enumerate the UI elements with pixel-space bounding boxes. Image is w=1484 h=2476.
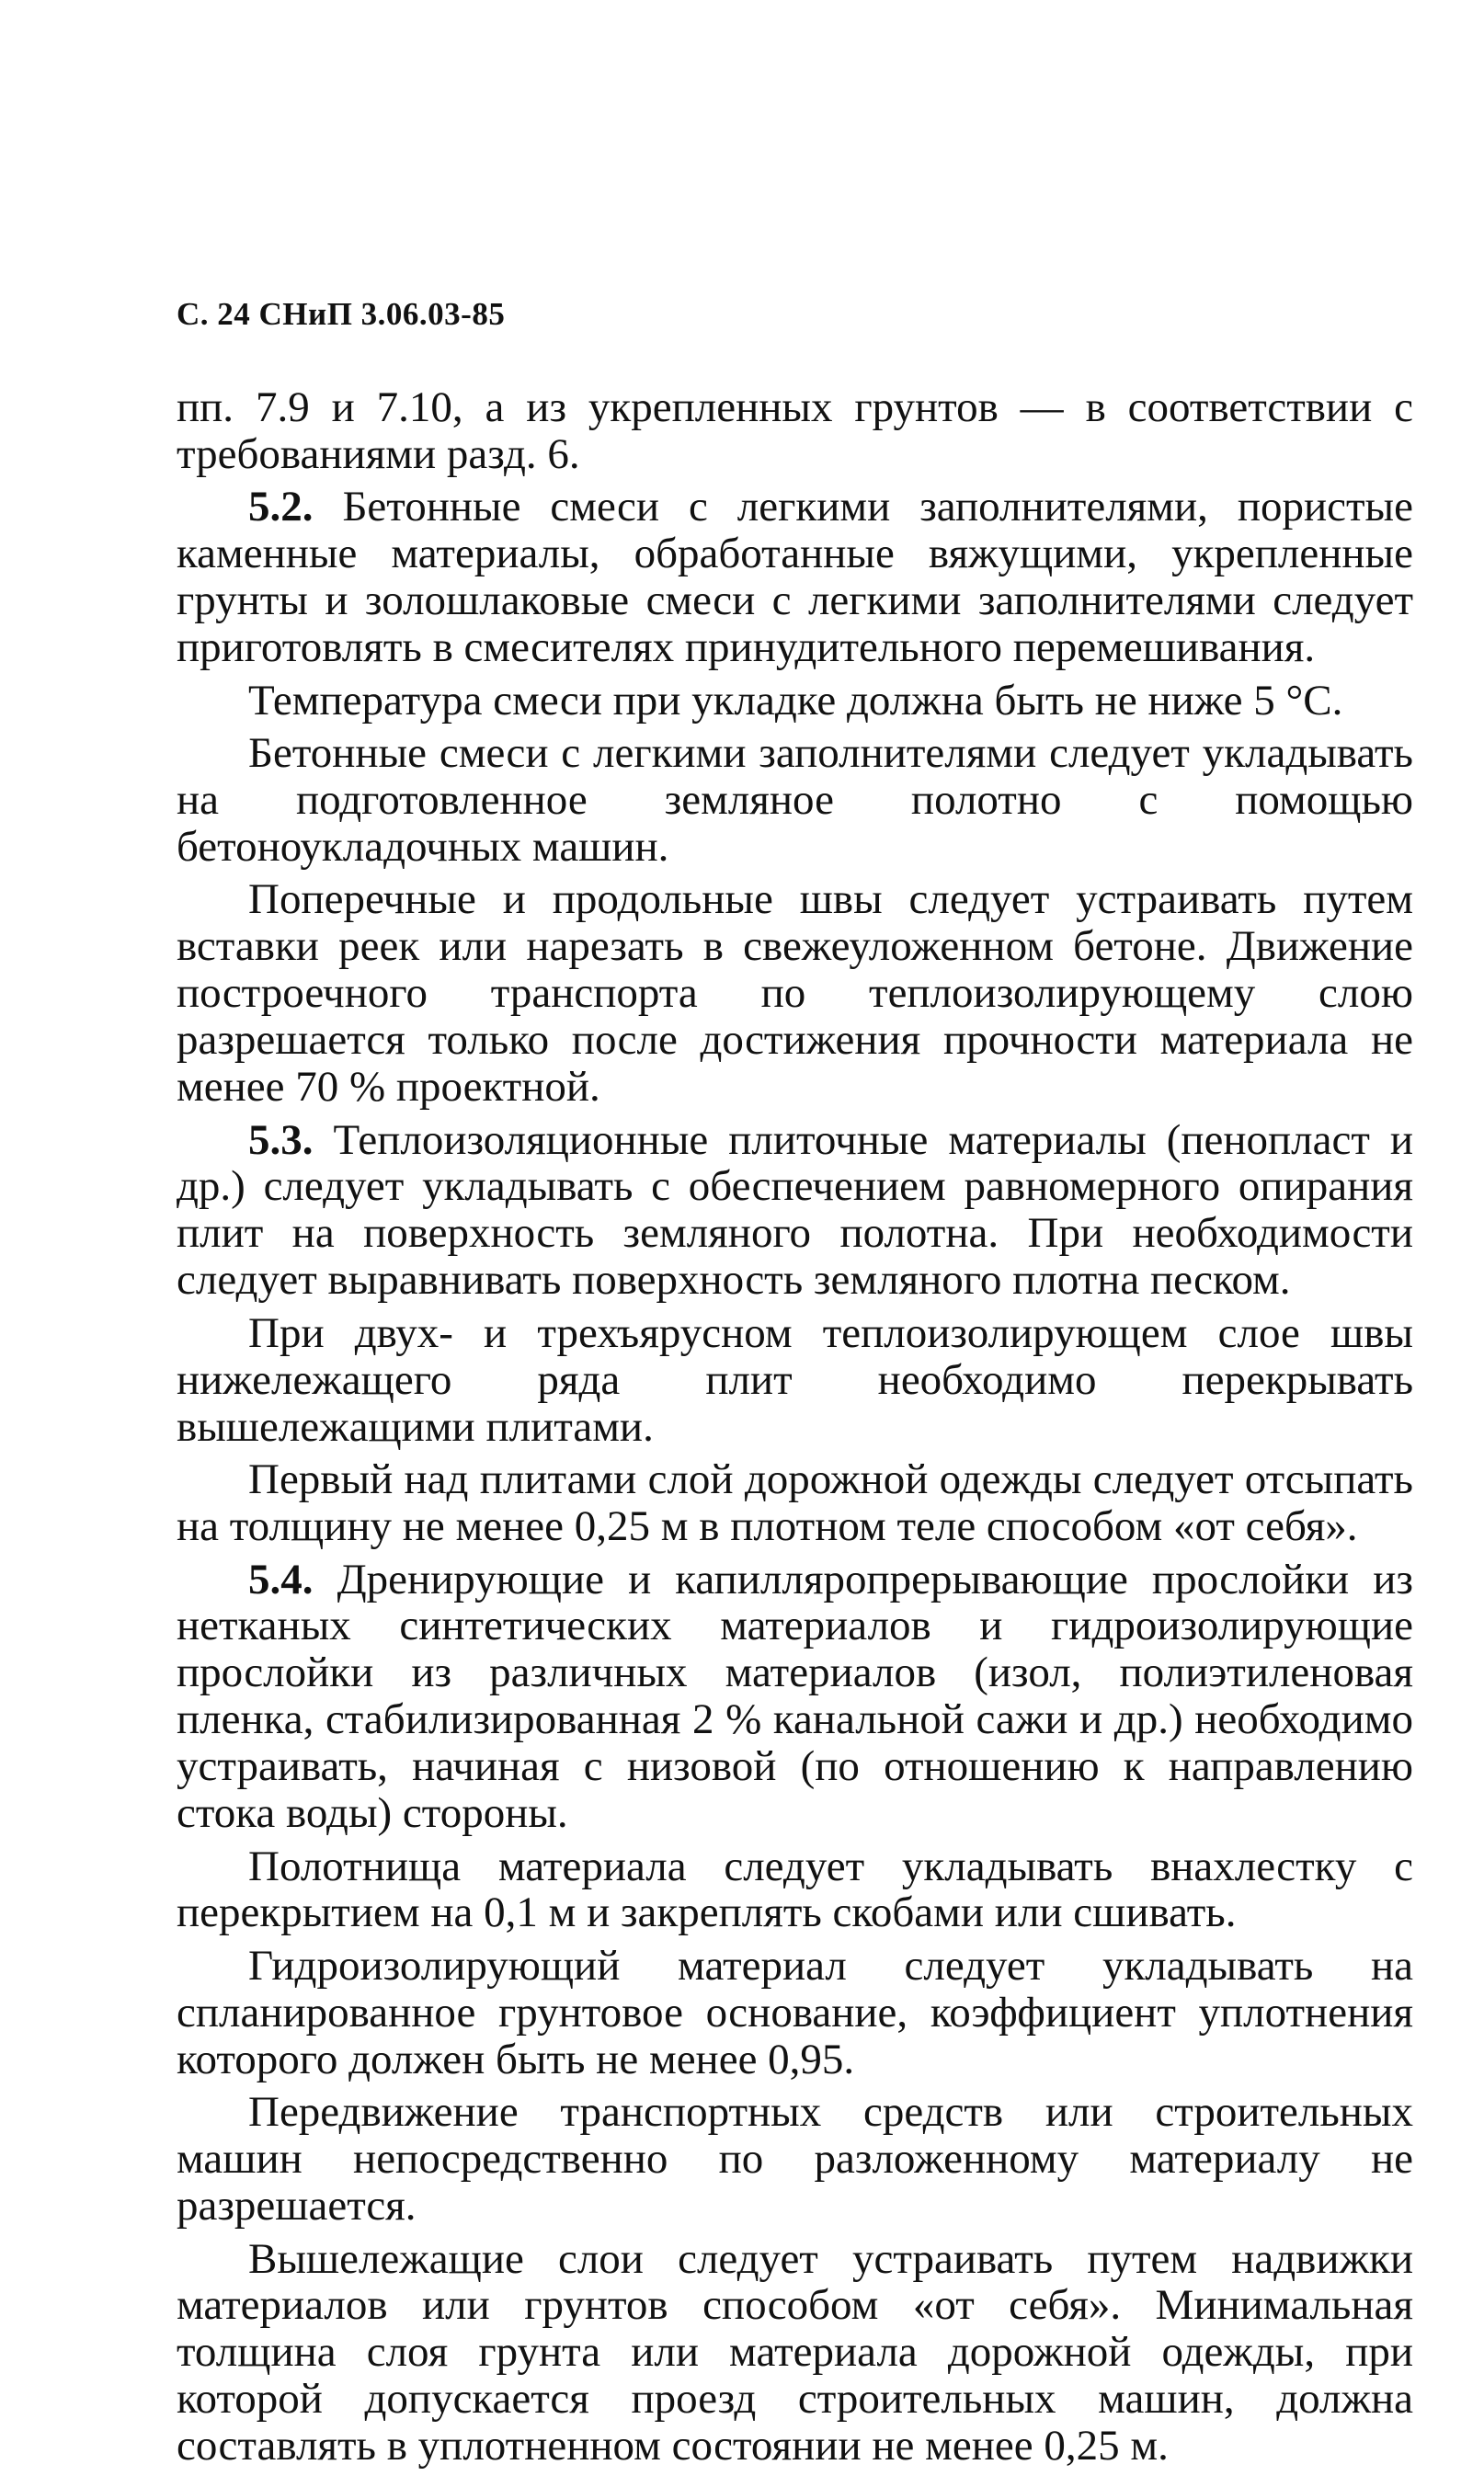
section-number: 5.4. (248, 1555, 314, 1603)
paragraph (177, 1557, 1413, 1837)
paragraph-text: Температура смеси при укладке должна быть не ниже 5 °С. (248, 676, 1343, 725)
paragraph-text: Дренирующие и капилляропрерывающие прослойки из нетканых синтетических материалов и гидроизолирующие прослойки из различных материалов (изол, полиэтиленовая пленка, стабилизированная 2 % канальной сажи и др.) необходимо устраивать, начиная с низовой (по отношению к направлению стока воды) стороны. (177, 1555, 1413, 1838)
paragraph (177, 876, 1413, 1111)
paragraph (177, 1310, 1413, 1451)
paragraph (177, 2236, 1413, 2470)
paragraph (177, 1456, 1413, 1550)
paragraph-text: Вышележащие слои следует устраивать путем надвижки материалов или грунтов способом «от себя». Минимальная толщина слоя грунта или материала дорожной одежды, при которой допускается проезд строительных машин, должна составлять в уплотненном состоянии не менее 0,25 м. (177, 2234, 1413, 2470)
paragraph-text: Бетонные смеси с легкими заполнителями, пористые каменные материалы, обработанные вяжущими, укрепленные грунты и золошлаковые смеси с легкими заполнителями следует приготовлять в смесителях принудительного перемешивания. (177, 483, 1413, 672)
paragraph-text: При двух- и трехъярусном теплоизолирующем слое швы нижележащего ряда плит необходимо перекрывать вышележащими плитами. (177, 1308, 1413, 1451)
paragraph (177, 730, 1413, 871)
paragraph-text: Гидроизолирующий материал следует укладывать на спланированное грунтовое основание, коэффициент уплотнения которого должен быть не менее 0,95. (177, 1941, 1413, 2083)
paragraph (177, 1943, 1413, 2083)
paragraph-text: Поперечные и продольные швы следует устраивать путем вставки реек или нарезать в свежеуложенном бетоне. Движение построечного транспорта по теплоизолирующему слою разрешается только после достижения прочности материала не менее 70 % проектной. (177, 875, 1413, 1112)
paragraph (177, 484, 1413, 671)
paragraph (177, 2089, 1413, 2230)
paragraph-text: пп. 7.9 и 7.10, а из укрепленных грунтов — в соответствии с требованиями разд. 6. (177, 383, 1413, 478)
section-number: 5.2. (248, 483, 314, 531)
paragraph (177, 1117, 1413, 1305)
paragraph-text: Первый над плитами слой дорожной одежды следует отсыпать на толщину не менее 0,25 м в плотном теле способом «от себя». (177, 1455, 1413, 1550)
paragraph-text: Передвижение транспортных средств или строительных машин непосредственно по разложенному материалу не разрешается. (177, 2088, 1413, 2231)
document-body (177, 384, 1413, 2476)
paragraph (177, 678, 1413, 725)
paragraph-text: Теплоизоляционные плиточные материалы (пенопласт и др.) следует укладывать с обеспечением равномерного опирания плит на поверхность земляного полотна. При необходимости следует выравнивать поверхность земляного плотна песком. (177, 1115, 1413, 1305)
paragraph (177, 1843, 1413, 1937)
paragraph-text: Бетонные смеси с легкими заполнителями следует укладывать на подготовленное земляное полотно с помощью бетоноукладочных машин. (177, 729, 1413, 871)
paragraph-text: Полотнища материала следует укладывать внахлестку с перекрытием на 0,1 м и закреплять скобами или сшивать. (177, 1842, 1413, 1937)
paragraph (177, 384, 1413, 478)
page-header: С. 24 СНиП 3.06.03-85 (177, 296, 506, 332)
section-number: 5.3. (248, 1115, 314, 1164)
